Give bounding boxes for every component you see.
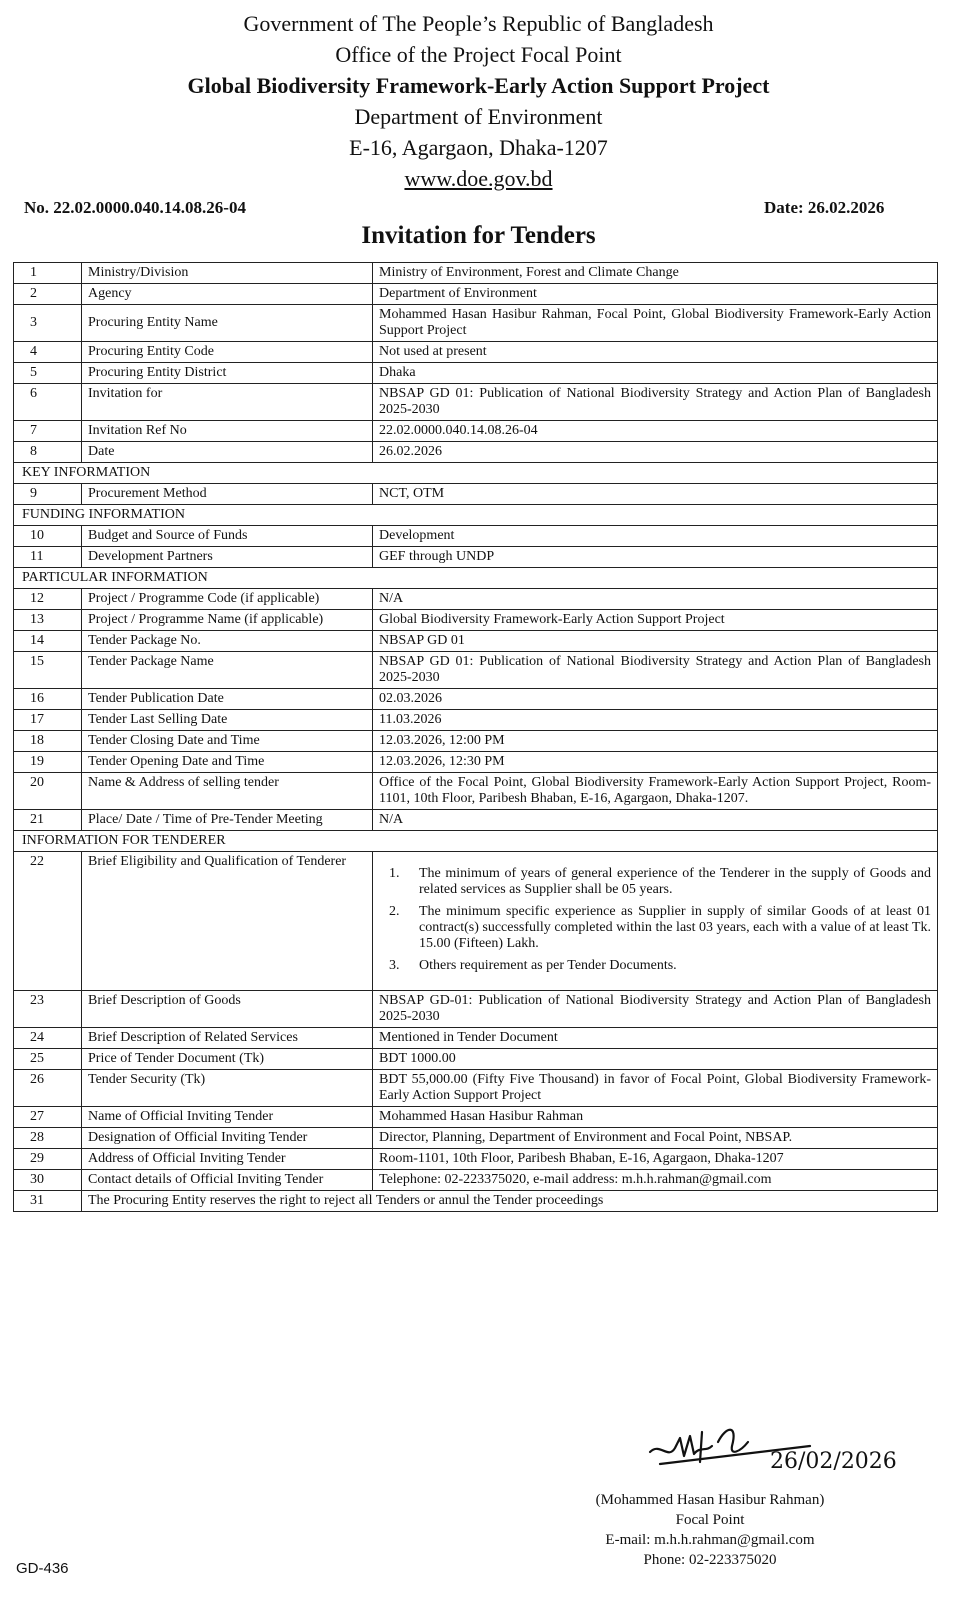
table-row [14,421,938,442]
table-row [14,305,938,342]
row-number: 9 [14,484,82,505]
row-value: NBSAP GD 01: Publication of National Biodiversity Strategy and Action Plan of Bangladesh 2025-2030 [373,652,938,689]
row-label: Tender Opening Date and Time [82,752,373,773]
table-row [14,484,938,505]
table-row [14,1170,938,1191]
section-funding-information [14,505,938,526]
row-label: Invitation for [82,384,373,421]
row-value: Department of Environment [373,284,938,305]
row-value: Dhaka [373,363,938,384]
row-label: Tender Last Selling Date [82,710,373,731]
row-label: Tender Closing Date and Time [82,731,373,752]
row-number: 16 [14,689,82,710]
row-number: 23 [14,991,82,1028]
document-date: Date: 26.02.2026 [764,198,885,217]
eligibility-list [379,866,931,974]
section-heading: KEY INFORMATION [14,463,938,484]
row-value: Ministry of Environment, Forest and Climate Change [373,263,938,284]
row-number: 15 [14,652,82,689]
page-title: Invitation for Tenders [361,222,596,249]
row-label: Development Partners [82,547,373,568]
list-item [389,958,931,974]
row-value: 12.03.2026, 12:30 PM [373,752,938,773]
row-number: 19 [14,752,82,773]
section-heading: PARTICULAR INFORMATION [14,568,938,589]
row-label: Brief Description of Goods [82,991,373,1028]
list-item [389,866,931,898]
table-row [14,731,938,752]
row-number: 18 [14,731,82,752]
row-number: 11 [14,547,82,568]
signature-block [560,1490,860,1570]
table-row [14,384,938,421]
table-row [14,342,938,363]
list-item-text: Others requirement as per Tender Documents. [419,958,677,973]
list-item-number: 1. [389,866,400,881]
row-label: Procuring Entity Name [82,305,373,342]
row-label: Brief Description of Related Services [82,1028,373,1049]
row-label: Agency [82,284,373,305]
row-number: 14 [14,631,82,652]
row-label: Invitation Ref No [82,421,373,442]
table-row [14,610,938,631]
row-value: Mohammed Hasan Hasibur Rahman, Focal Point, Global Biodiversity Framework-Early Action Support Project [373,305,938,342]
row-number: 21 [14,810,82,831]
table-row [14,810,938,831]
row-label: Project / Programme Name (if applicable) [82,610,373,631]
row-label: Place/ Date / Time of Pre-Tender Meeting [82,810,373,831]
table-row [14,1049,938,1070]
table-row [14,852,938,991]
row-label: Tender Package No. [82,631,373,652]
row-number: 3 [14,305,82,342]
row-value: GEF through UNDP [373,547,938,568]
footer-code: GD-436 [16,1560,69,1577]
row-label: Tender Security (Tk) [82,1070,373,1107]
document-header [0,8,957,194]
row-value: 26.02.2026 [373,442,938,463]
row-value: N/A [373,589,938,610]
row-number: 10 [14,526,82,547]
row-label: Budget and Source of Funds [82,526,373,547]
header-project: Global Biodiversity Framework-Early Action Support Project [187,73,770,98]
row-value: Mohammed Hasan Hasibur Rahman [373,1107,938,1128]
table-row [14,589,938,610]
section-heading: FUNDING INFORMATION [14,505,938,526]
section-heading: INFORMATION FOR TENDERER [14,831,938,852]
signatory-phone: Phone: 02-223375020 [643,1552,777,1568]
table-row [14,1028,938,1049]
row-number: 24 [14,1028,82,1049]
row-label: Tender Publication Date [82,689,373,710]
row-value: Global Biodiversity Framework-Early Action Support Project [373,610,938,631]
row-number: 1 [14,263,82,284]
row-value: 22.02.0000.040.14.08.26-04 [373,421,938,442]
row-value: Telephone: 02-223375020, e-mail address: m.h.h.rahman@gmail.com [373,1170,938,1191]
row-value: Not used at present [373,342,938,363]
section-information-for-tenderer [14,831,938,852]
row-number: 2 [14,284,82,305]
table-row [14,710,938,731]
list-item [389,904,931,952]
row-label: Project / Programme Code (if applicable) [82,589,373,610]
row-value: NBSAP GD-01: Publication of National Biodiversity Strategy and Action Plan of Bangladesh 2025-2030 [373,991,938,1028]
row-value: NBSAP GD 01: Publication of National Biodiversity Strategy and Action Plan of Bangladesh 2025-2030 [373,384,938,421]
row-value: Director, Planning, Department of Environment and Focal Point, NBSAP. [373,1128,938,1149]
row-number: 7 [14,421,82,442]
table-row [14,284,938,305]
row-label: Procurement Method [82,484,373,505]
row-value: NCT, OTM [373,484,938,505]
handwritten-signature [640,1412,940,1492]
list-item-text: The minimum of years of general experience of the Tenderer in the supply of Goods and related services as Supplier shall be 05 years. [419,866,931,897]
row-label: Procuring Entity Code [82,342,373,363]
row-number: 31 [14,1191,82,1212]
row-label: Date [82,442,373,463]
table-row [14,1107,938,1128]
table-row [14,547,938,568]
table-row [14,652,938,689]
row-number: 12 [14,589,82,610]
row-value: Room-1101, 10th Floor, Paribesh Bhaban, E-16, Agargaon, Dhaka-1207 [373,1149,938,1170]
header-address: E-16, Agargaon, Dhaka-1207 [349,135,608,160]
section-key-information [14,463,938,484]
row-number: 26 [14,1070,82,1107]
row-number: 25 [14,1049,82,1070]
row-number: 6 [14,384,82,421]
row-number: 22 [14,852,82,991]
row-label: Address of Official Inviting Tender [82,1149,373,1170]
row-value: 11.03.2026 [373,710,938,731]
signatory-designation: Focal Point [675,1512,745,1528]
section-particular-information [14,568,938,589]
table-row [14,631,938,652]
row-label: Contact details of Official Inviting Tender [82,1170,373,1191]
row-label: Price of Tender Document (Tk) [82,1049,373,1070]
table-row [14,1070,938,1107]
list-item-text: The minimum specific experience as Supplier in supply of similar Goods of at least 01 contract(s) successfully completed within the last 03 years, each with a value of at least Tk. 15.00 (Fifteen) Lakh. [419,904,931,951]
list-item-number: 3. [389,958,400,973]
row-label: Brief Eligibility and Qualification of Tenderer [82,852,373,991]
header-department: Department of Environment [354,104,603,129]
table-row [14,689,938,710]
row-number: 17 [14,710,82,731]
reference-number: No. 22.02.0000.040.14.08.26-04 [24,198,246,217]
table-row [14,526,938,547]
row-number: 28 [14,1128,82,1149]
row-label: Name & Address of selling tender [82,773,373,810]
header-office: Office of the Project Focal Point [335,42,622,67]
table-row [14,991,938,1028]
row-value: BDT 1000.00 [373,1049,938,1070]
table-row [14,263,938,284]
row-label: Procuring Entity District [82,363,373,384]
row-number: 30 [14,1170,82,1191]
row-label: Ministry/Division [82,263,373,284]
row-label: Designation of Official Inviting Tender [82,1128,373,1149]
row-number: 13 [14,610,82,631]
signatory-email: E-mail: m.h.h.rahman@gmail.com [605,1532,815,1548]
row-number: 29 [14,1149,82,1170]
row-value: Office of the Focal Point, Global Biodiversity Framework-Early Action Support Project, Room-1101, 10th Floor, Paribesh Bhaban, E-16, Agargaon, Dhaka-1207. [373,773,938,810]
row-number: 20 [14,773,82,810]
table-row [14,773,938,810]
row-label: Name of Official Inviting Tender [82,1107,373,1128]
table-row [14,1149,938,1170]
row-value: Mentioned in Tender Document [373,1028,938,1049]
header-website-link[interactable]: www.doe.gov.bd [404,166,553,191]
row-number: 4 [14,342,82,363]
tender-table [13,262,938,1212]
eligibility-list-cell [373,852,938,991]
row-number: 8 [14,442,82,463]
row-number: 27 [14,1107,82,1128]
table-row [14,363,938,384]
table-row [14,442,938,463]
signatory-name: (Mohammed Hasan Hasibur Rahman) [595,1492,825,1508]
row-value: Development [373,526,938,547]
row-value: NBSAP GD 01 [373,631,938,652]
header-government: Government of The People’s Republic of Bangladesh [243,11,714,36]
table-row [14,1128,938,1149]
row-value: N/A [373,810,938,831]
table-row [14,1191,938,1212]
row-number: 5 [14,363,82,384]
row-value: BDT 55,000.00 (Fifty Five Thousand) in favor of Focal Point, Global Biodiversity Framework-Early Action Support Project [373,1070,938,1107]
list-item-number: 2. [389,904,400,919]
row-label: The Procuring Entity reserves the right to reject all Tenders or annul the Tender proceedings [82,1191,938,1212]
row-value: 12.03.2026, 12:00 PM [373,731,938,752]
row-label: Tender Package Name [82,652,373,689]
row-value: 02.03.2026 [373,689,938,710]
signature-date: 26/02/2026 [770,1449,897,1474]
table-row [14,752,938,773]
